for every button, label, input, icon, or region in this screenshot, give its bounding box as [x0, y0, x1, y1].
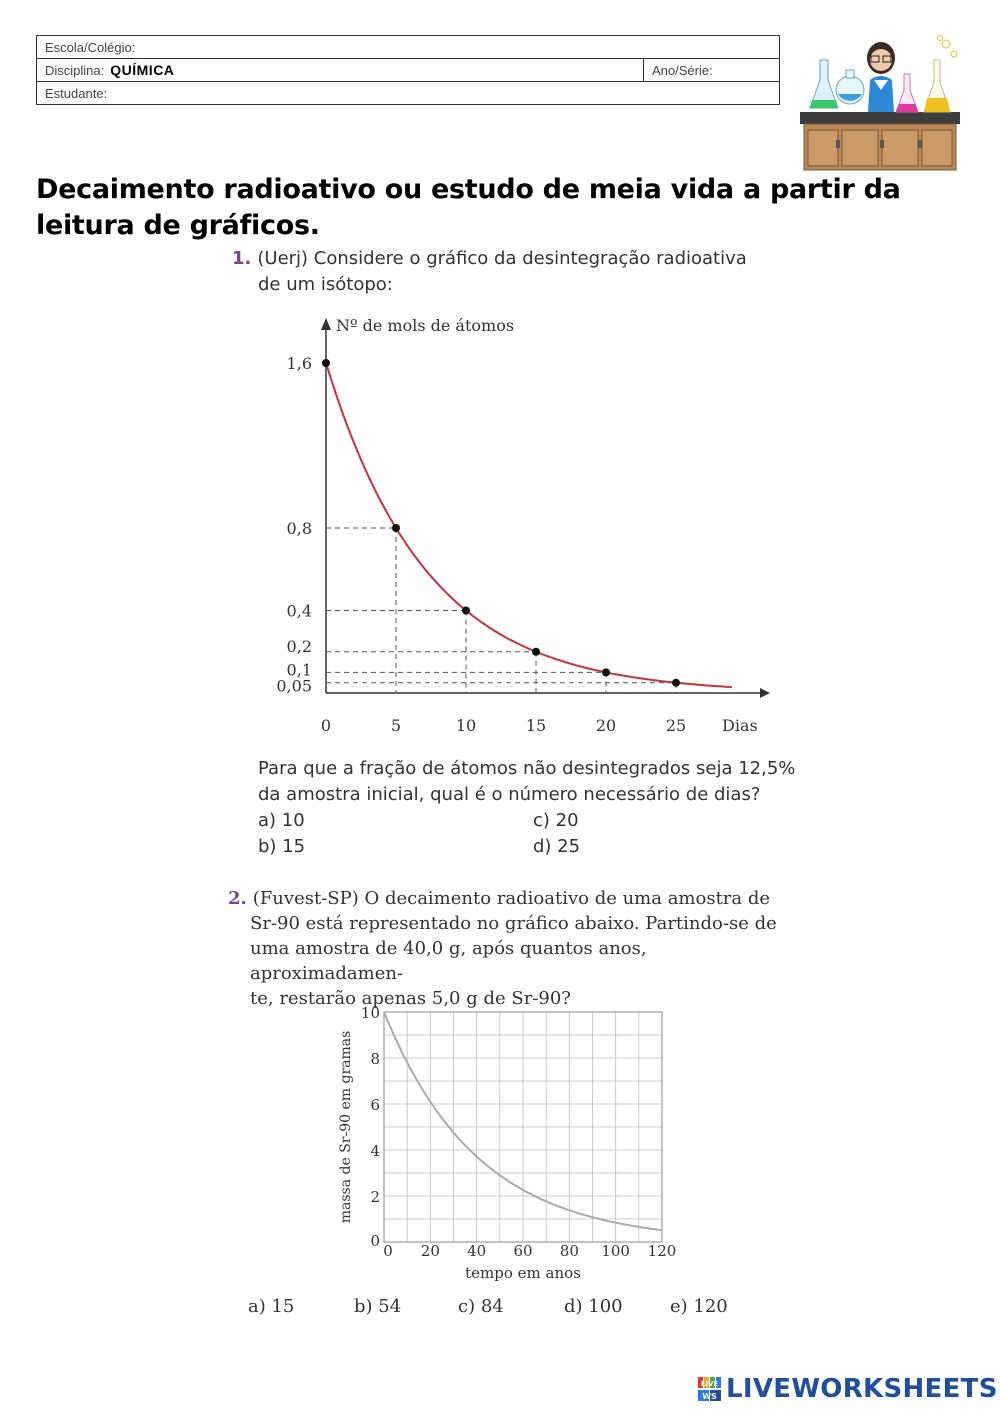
y-tick-label: 0,05: [276, 676, 312, 696]
x-axis-arrow-icon: [760, 688, 770, 698]
student-field[interactable]: [37, 82, 780, 105]
y-axis-label: massa de Sr-90 em gramas: [338, 1030, 354, 1224]
q1-option-d[interactable]: d) 25: [533, 836, 581, 857]
question-2-prompt: [228, 886, 798, 1011]
q2-option-b[interactable]: b) 54: [354, 1296, 402, 1317]
decay-chart-1: [260, 310, 780, 750]
x-tick-label: 10: [455, 716, 477, 735]
y-tick-label: 0: [370, 1232, 380, 1250]
year-label: Ano/Série:: [652, 62, 713, 78]
data-point: [602, 668, 610, 676]
question-2-number: 2.: [228, 888, 247, 909]
y-tick-label: 8: [370, 1050, 380, 1068]
year-field[interactable]: [644, 59, 780, 82]
question-1-body-line-1: Para que a fração de átomos não desintegrados seja 12,5%: [258, 758, 796, 779]
data-point: [672, 679, 680, 687]
data-point: [532, 648, 540, 656]
question-2-line-2: Sr-90 está representado no gráfico abaixo. Partindo-se de: [250, 913, 777, 934]
logo-mark-top: LIVE: [700, 1380, 719, 1388]
lab-teacher-illustration: [798, 30, 963, 172]
x-tick-label: 80: [559, 1242, 579, 1260]
data-point: [392, 524, 400, 532]
page-title: Decaimento radioativo ou estudo de meia vida a partir da leitura de gráficos.: [36, 174, 901, 241]
x-tick-label: 100: [601, 1242, 630, 1260]
x-tick-label: 60: [513, 1242, 533, 1260]
question-1-options: [258, 808, 798, 860]
x-tick-label: 120: [647, 1242, 677, 1260]
question-1-line-1: (Uerj) Considere o gráfico da desintegração radioativa: [257, 248, 747, 269]
x-tick-label: 15: [525, 716, 547, 735]
x-tick-label: 5: [390, 716, 402, 735]
question-1-prompt: [232, 246, 792, 298]
x-tick-label: 0: [320, 716, 332, 735]
q2-option-a[interactable]: a) 15: [248, 1296, 295, 1317]
liveworksheets-brand: LIVEWORKSHEETS: [726, 1374, 998, 1404]
x-axis-label: Dias: [722, 716, 758, 735]
data-point: [322, 359, 330, 367]
x-axis-label: tempo em anos: [465, 1264, 581, 1282]
y-tick-label: 1,6: [286, 354, 312, 373]
q2-option-e[interactable]: e) 120: [670, 1296, 728, 1317]
x-tick-label: 20: [420, 1242, 440, 1260]
y-tick-label: 4: [370, 1142, 380, 1160]
school-label: Escola/Colégio:: [45, 39, 136, 55]
question-1-line-2: de um isótopo:: [258, 274, 393, 295]
x-tick-label: 20: [595, 716, 617, 735]
subject-value: QUÍMICA: [110, 62, 175, 78]
liveworksheets-mark-icon: [698, 1377, 722, 1401]
decay-chart-2: [330, 998, 700, 1288]
y-tick-label: 2: [370, 1188, 380, 1206]
question-2-options: [248, 1296, 768, 1317]
liveworksheets-logo[interactable]: [698, 1374, 998, 1404]
y-tick-label: 0,2: [286, 636, 312, 656]
student-label: Estudante:: [45, 85, 108, 101]
subject-field: [37, 59, 644, 82]
x-tick-label: 40: [467, 1242, 487, 1260]
decay-curve: [326, 363, 732, 687]
school-field[interactable]: [37, 36, 780, 59]
y-tick-label: 10: [360, 1004, 380, 1022]
y-axis-label: Nº de mols de átomos: [336, 316, 515, 335]
subject-label: Disciplina:: [45, 63, 105, 78]
logo-mark-bottom: WS: [702, 1392, 717, 1401]
y-tick-label: 0,1: [286, 660, 312, 680]
question-2-line-4: te, restarão apenas 5,0 g de Sr-90?: [250, 988, 571, 1009]
question-1-number: 1.: [232, 248, 252, 269]
q1-option-b[interactable]: b) 15: [258, 836, 306, 857]
x-tick-label: 25: [665, 716, 687, 735]
q1-option-c[interactable]: c) 20: [533, 810, 579, 831]
q1-option-a[interactable]: a) 10: [258, 810, 305, 831]
x-tick-label: 0: [383, 1242, 393, 1260]
header-table: [36, 35, 780, 105]
y-tick-label: 0,4: [286, 601, 312, 621]
question-1-body: [258, 756, 798, 860]
question-2-line-1: (Fuvest-SP) O decaimento radioativo de uma amostra de: [252, 888, 771, 909]
q2-option-c[interactable]: c) 84: [458, 1296, 504, 1317]
q2-option-d[interactable]: d) 100: [564, 1296, 623, 1317]
y-tick-label: 0,8: [286, 519, 312, 538]
y-axis-arrow-icon: [321, 318, 331, 330]
data-point: [462, 607, 470, 615]
question-2-line-3: uma amostra de 40,0 g, após quantos anos, aproximadamen-: [250, 938, 647, 984]
y-tick-label: 6: [370, 1096, 380, 1114]
question-1-body-line-2: da amostra inicial, qual é o número necessário de dias?: [258, 784, 761, 805]
